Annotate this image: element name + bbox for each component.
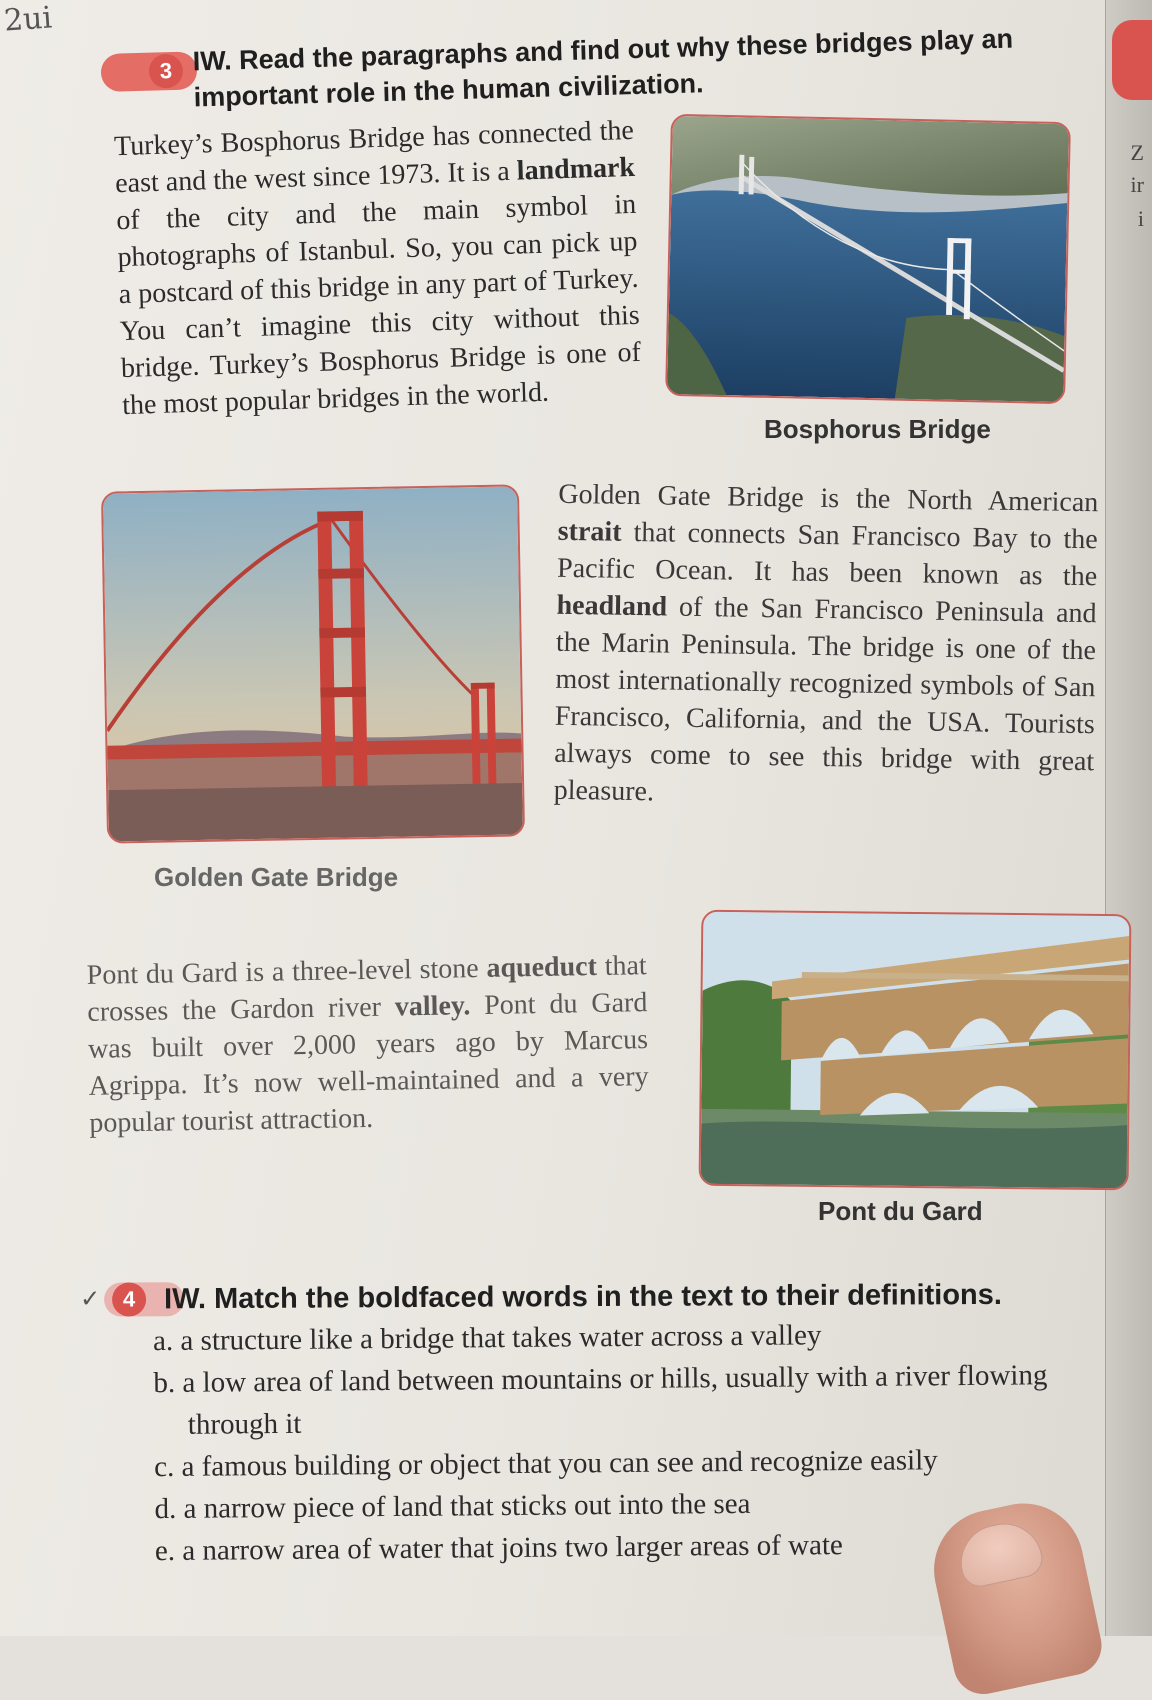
bold-word-aqueduct: aqueduct [486, 950, 598, 984]
pont-du-gard-caption: Pont du Gard [818, 1196, 983, 1226]
bosphorus-bridge-photo [665, 114, 1071, 404]
task-3-heading [100, 11, 1060, 113]
task-number-badge: 3 [148, 54, 183, 89]
side-fragment: i [1137, 206, 1144, 231]
bosphorus-caption: Bosphorus Bridge [764, 414, 991, 444]
pencil-scribble: 2ui [2, 0, 54, 39]
pont-du-gard-paragraph: Pont du Gard is a three-level stone aqueduct that crosses the Gardon river valley. Pont du Gard was built over 2,000 years ago by Marcus Agrippa. It’s now well-maintained and a very popular tourist attraction. [86, 950, 649, 1139]
next-page-edge [1105, 0, 1152, 1636]
pont-du-gard-photo [699, 910, 1132, 1190]
side-fragment: ir [1130, 172, 1144, 197]
thumbnail-nail [954, 1516, 1046, 1590]
golden-gate-paragraph: Golden Gate Bridge is the North American strait that connects San Francisco Bay to the Pacific Ocean. It has been known as the headland of the San Francisco Peninsula and the Marin Peninsula. The bridge is one of the most internationally recognized symbols of San Francisco, California, and the USA. Tourists always come to see this bridge with great pleasure. [553, 478, 1099, 808]
bosphorus-paragraph: Turkey’s Bosphorus Bridge has connected the east and the west since 1973. It is a landmark of the city and the main symbol in photographs of Istanbul. So, you can pick up a postcard of this bridge in any part of Turkey. You can’t imagine this city without this bridge. Turkey’s Bosphorus Bridge is one of the most popular bridges in the world. [113, 114, 642, 422]
golden-gate-caption: Golden Gate Bridge [154, 862, 399, 892]
task-number-badge: 4 [112, 1282, 146, 1316]
definition-item: c. a famous building or object that you can see and recognize easily [154, 1444, 938, 1484]
task-4-instruction: IW. Match the boldfaced words in the text to their definitions. [164, 1278, 1003, 1316]
pencil-mark-icon: ✓ [80, 1286, 101, 1313]
task-4-heading [76, 1275, 1136, 1316]
bold-word-strait: strait [557, 515, 622, 548]
definition-item: a. a structure like a bridge that takes water across a valley [152, 1319, 822, 1358]
bold-word-valley: valley. [394, 990, 471, 1023]
definition-item: d. a narrow piece of land that sticks out into the sea [154, 1487, 751, 1526]
page-tab-marker [1112, 20, 1152, 100]
definition-item: e. a narrow area of water that joins two larger areas of wate [154, 1529, 843, 1568]
bold-word-headland: headland [556, 589, 668, 623]
task-3-instruction: IW. Read the paragraphs and find out why these bridges play an important role in the human civilization. [192, 23, 1014, 113]
definition-item: b. a low area of land between mountains or hills, usually with a river flowing through it [153, 1359, 1048, 1441]
golden-gate-bridge-photo [101, 484, 525, 843]
bold-word-landmark: landmark [516, 151, 636, 187]
side-fragment: Z [1130, 140, 1144, 165]
